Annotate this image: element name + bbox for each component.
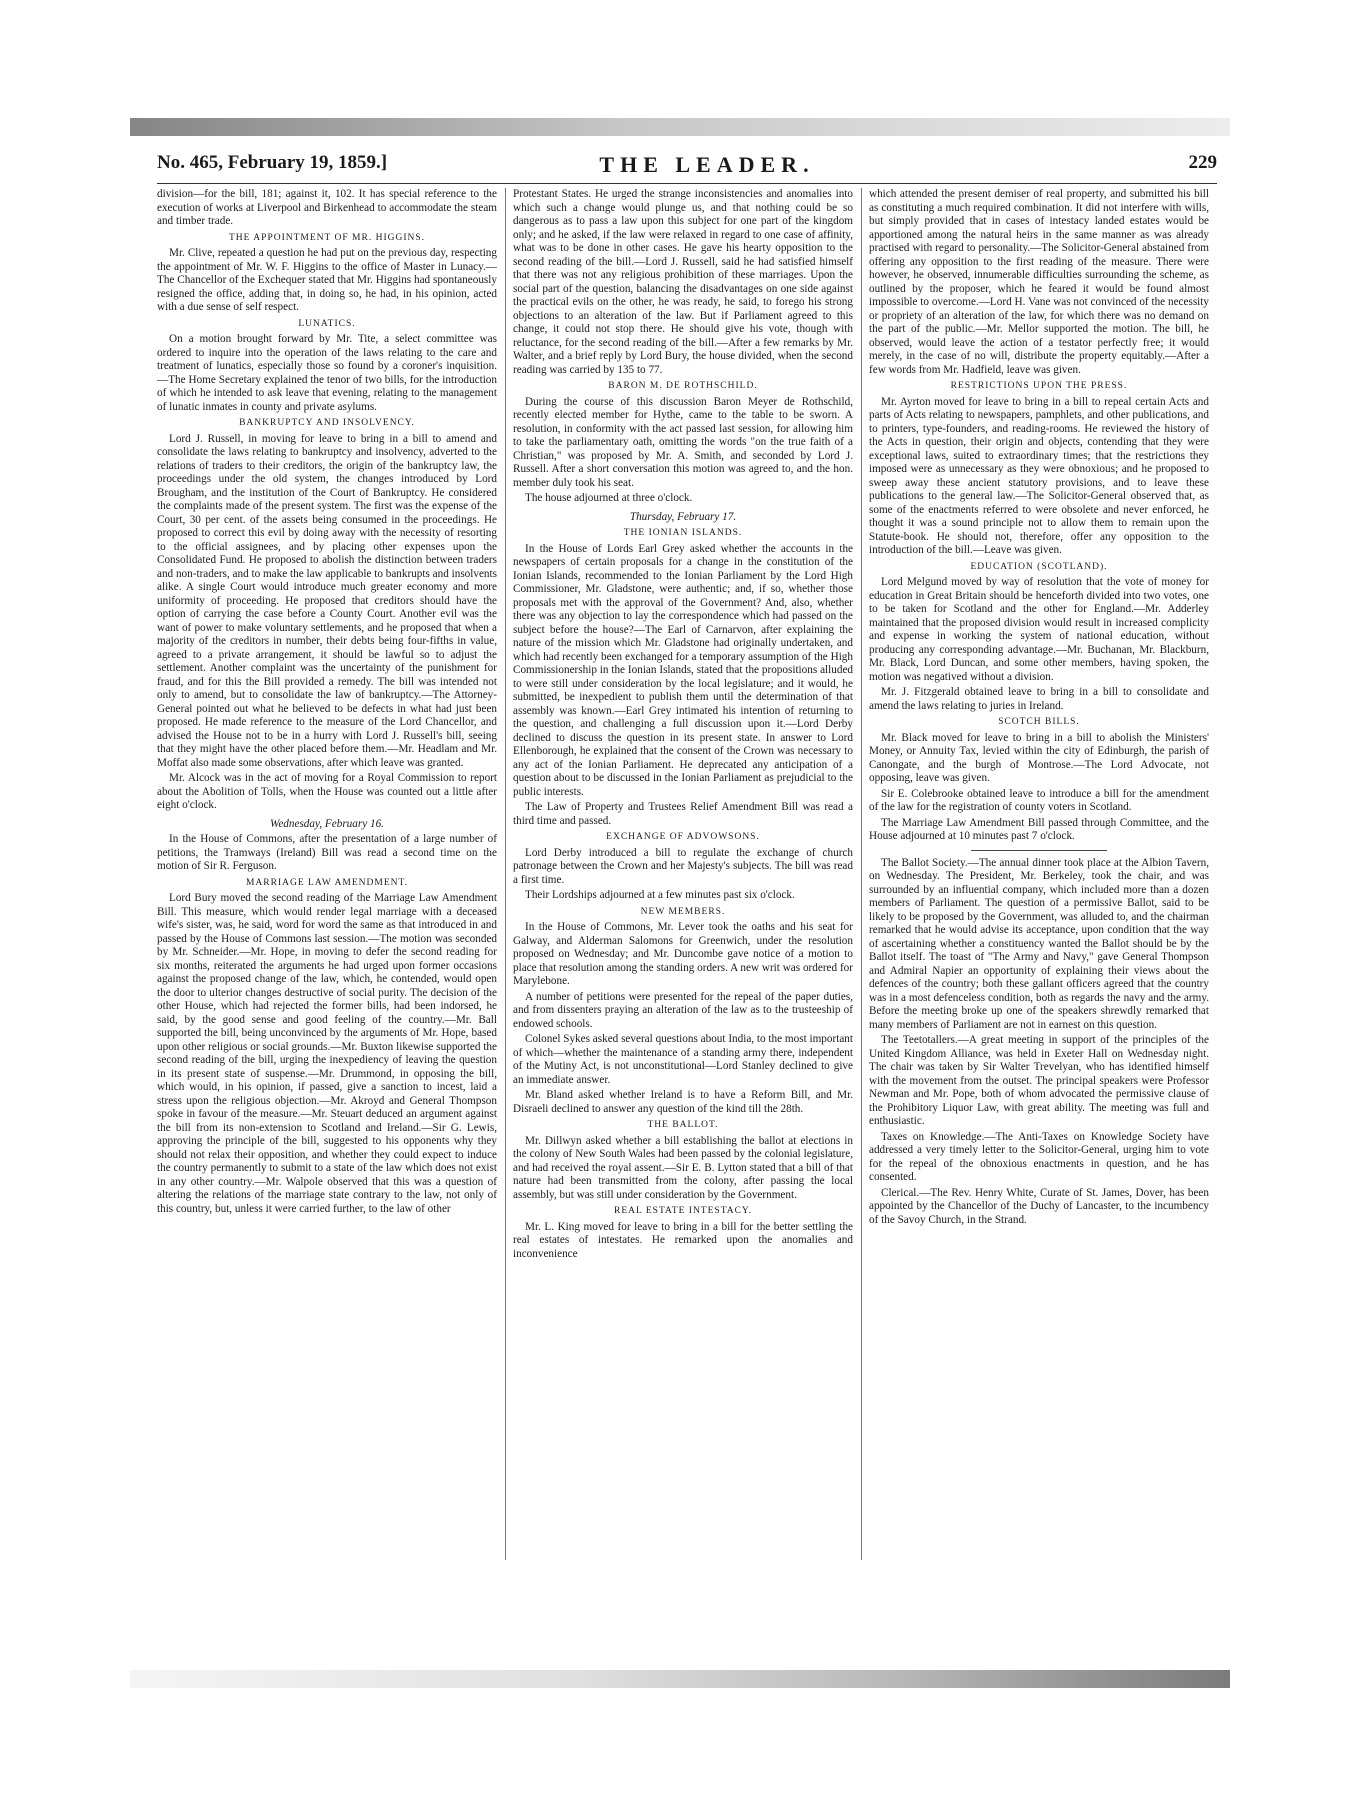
paragraph: Lord Derby introduced a bill to regulate the exchange of church patronage between the Crown and her Majesty's subjects. The bill was read a first time. — [513, 846, 853, 886]
paragraph: division—for the bill, 181; against it, 102. It has special reference to the execution of works at Liverpool and Birkenhead to accommodate the steam and timber trade. — [157, 188, 497, 227]
section-heading: THE IONIAN ISLANDS. — [623, 528, 743, 538]
paragraph: Mr. J. Fitzgerald obtained leave to bring in a bill to consolidate and amend the laws relating to juries in Ireland. — [869, 686, 1209, 712]
paragraph: Mr. L. King moved for leave to bring in a bill for the better settling the real estates of intestates. He remarked upon the anomalies and inconvenience — [513, 1220, 853, 1260]
paragraph: The Ballot Society.—The annual dinner took place at the Albion Tavern, on Wednesday. The President, Mr. Berkeley, took the chair, and was surrounded by an influential company, which included more than a dozen members of Parliament. The question of a permissive Ballot, said to be likely to be proposed by the Government, was alluded to, and the chairman remarked that he would advise its acceptance, upon condition that the way of ascertaining whether a constituency wanted the Ballot should be by the Ballot itself. The toast of "The Army and Navy," gave General Thompson and Admiral Napier an opportunity of explaining their views about the defences of the country; both these gallant officers agreed that the country was in a most defenceless condition, both as regards the navy and the army. Before the meeting broke up one of the speakers shrewdly remarked that many members of Parliament are not in earnest on this question. — [869, 856, 1209, 1031]
column-3 — [869, 188, 1209, 1229]
paragraph: Mr. Clive, repeated a question he had put on the previous day, respecting the appointment of Mr. W. F. Higgins to the office of Master in Lunacy.—The Chancellor of the Exchequer stated that Mr. Higgins had spontaneously resigned the office, adding that, in doing so, he had, in his opinion, acted with a due sense of self respect. — [157, 247, 497, 313]
paragraph: Mr. Alcock was in the act of moving for a Royal Commission to report about the Abolition of Tolls, when the House was counted out a little after eight o'clock. — [157, 772, 497, 811]
section-heading: SCOTCH BILLS. — [998, 717, 1080, 727]
paragraph: In the House of Commons, after the presentation of a large number of petitions, the Tramways (Ireland) Bill was read a second time on the motion of Sir R. Ferguson. — [157, 833, 497, 872]
paragraph: Clerical.—The Rev. Henry White, Curate of St. James, Dover, has been appointed by the Chancellor of the Duchy of Lancaster, to the incumbency of the Savoy Church, in the Strand. — [869, 1186, 1209, 1226]
section-heading: RESTRICTIONS UPON THE PRESS. — [950, 381, 1128, 391]
paragraph: which attended the present demiser of real property, and submitted his bill as constituting a much required combination. It did not interfere with wills, but simply provided that in cases of intestacy landed estates would be apportioned among the natural heirs in the same manner as was already practised with regard to personality.—The Solicitor-General abstained from offering any opposition to the first reading of the measure. There were however, he observed, innumerable difficulties surrounding the scheme, as outlined by the proposer, which he feared it would be found almost impossible to overcome.—Lord H. Vane was not convinced of the necessity or propriety of an alteration of the law, for which there was no demand on the part of the public.—Mr. Mellor supported the motion. The bill, he observed, would leave the action of a testator perfectly free; it would merely, in the case of no will, distribute the property equitably.—After a few words from Mr. Hadfield, leave was given. — [869, 188, 1209, 376]
paragraph: On a motion brought forward by Mr. Tite, a select committee was ordered to inquire into the operation of the laws relating to the care and treatment of lunatics, especially those so found by a coroner's inquisition.—The Home Secretary explained the tenor of two bills, for the introduction of which he intended to ask leave that evening, relating to the management of lunatic inmates in county and private asylums. — [157, 333, 497, 413]
section-heading: NEW MEMBERS. — [640, 906, 726, 917]
section-heading: THE APPOINTMENT OF MR. HIGGINS. — [228, 232, 426, 243]
paragraph: Their Lordships adjourned at a few minutes past six o'clock. — [525, 889, 795, 901]
paragraph: Taxes on Knowledge.—The Anti-Taxes on Knowledge Society have addressed a very timely letter to the Solicitor-General, urging him to vote for the repeal of the obnoxious enactments in question, and he has consented. — [869, 1130, 1209, 1183]
date-heading: Wednesday, February 16. — [270, 817, 384, 830]
paragraph: The Teetotallers.—A great meeting in support of the principles of the United Kingdom Alliance, was held in Exeter Hall on Wednesday night. The chair was taken by Sir Walter Trevelyan, who has identified himself with the movement from the outset. The principal speakers were Professor Newman and Mr. Pope, both of whom advocated the permissive clause of the Prohibitory Liquor Law, with great ability. The meeting was full and enthusiastic. — [869, 1034, 1209, 1127]
page-header — [157, 152, 1217, 182]
paragraph: Lord J. Russell, in moving for leave to bring in a bill to amend and consolidate the laws relating to bankruptcy and insolvency, adverted to the relations of traders to their creditors, the origin of the bankruptcy law, the proceedings under the old system, the changes introduced by Lord Brougham, and the institution of the Court of Bankruptcy. He considered the complaints made of the present system. The first was the expense of the Court, 30 per cent. of the assets being consumed in the proceedings. He proposed to correct this evil by doing away with the necessity of resorting to the official assignees, and by placing other expenses upon the Consolidated Fund. He proposed to abolish the distinction between traders and non-traders, and to make the law applicable to bankrupts and insolvents alike. A single Court would introduce much greater economy and more uniformity of proceeding. He proposed that creditors should have the option of carrying the case before a County Court. Another evil was the want of power to make voluntary settlements, and he proposed that when a majority of the creditors in number, their debts being four-fifths in value, agreed to a private arrangement, it should be lawful so to adjust the settlement. Another complaint was the uncertainty of the punishment for fraud, and for this the Bill provided a remedy. The bill was intended not only to amend, but to consolidate the law of bankruptcy.—The Attorney-General pointed out what he believed to be defects in what had just been proposed. He made reference to the measure of the Lord Chancellor, and advised the House not to be in a hurry with Lord J. Russell's bill, seeing that they might have the other placed before them.—Mr. Headlam and Mr. Moffat also made some observations, after which leave was granted. — [157, 432, 497, 769]
paragraph: In the House of Commons, Mr. Lever took the oaths and his seat for Galway, and Alderman Salomons for Greenwich, under the resolution proposed on Wednesday; and Mr. Duncombe gave notice of a motion to place that resolution among the standing orders. A new writ was ordered for Marylebone. — [513, 921, 853, 987]
paragraph: A number of petitions were presented for the repeal of the paper duties, and from dissenters praying an alteration of the law as to the trusteeship of endowed schools. — [513, 990, 853, 1030]
paragraph: Lord Melgund moved by way of resolution that the vote of money for education in Great Britain should be henceforth divided into two votes, one to be taken for Scotland and the other for England.—Mr. Adderley maintained that the proposed division would result in increased complicity and expense in working the system of national education, without producing any corresponding advantage.—Mr. Buchanan, Mr. Blackburn, Mr. Black, Lord Duncan, and some other members, having spoken, the motion was negatived without a division. — [869, 576, 1209, 683]
header-rule — [157, 183, 1217, 184]
section-heading: LUNATICS. — [298, 318, 356, 329]
paragraph: Sir E. Colebrooke obtained leave to introduce a bill for the amendment of the law for the registration of county voters in Scotland. — [869, 787, 1209, 813]
paragraph: Mr. Ayrton moved for leave to bring in a bill to repeal certain Acts and parts of Acts relating to newspapers, pamphlets, and other publications, and to printers, type-founders, and reading-rooms. He reviewed the history of the Acts in question, their origin and objects, contending that they were exceptional laws, suited to extraordinary times; that the restrictions they imposed were as unnecessary as they were obnoxious; and he proposed to sweep away these ancient statutory provisions, and to leave these publications to the general law.—The Solicitor-General observed that, as some of the enactments referred to were obsolete and never enforced, he thought it was a sound principle not to allow them to remain upon the Statute-book. He should not, therefore, offer any opposition to the introduction of the bill.—Leave was given. — [869, 395, 1209, 556]
date-heading: Thursday, February 17. — [629, 510, 737, 523]
column-1 — [157, 188, 497, 1218]
column-divider — [505, 188, 506, 1560]
section-heading: EXCHANGE OF ADVOWSONS. — [606, 832, 760, 842]
publication-title: THE LEADER. — [599, 152, 815, 177]
paragraph: During the course of this discussion Baron Meyer de Rothschild, recently elected member for Hythe, came to the table to be sworn. A resolution, in conformity with the act passed last session, for allowing him to take the parliamentary oath, omitting the words "on the true faith of a Christian," was proposed by Mr. A. Smith, and seconded by Lord J. Russell. After a short conversation this motion was agreed to, and the hon. member duly took his seat. — [513, 395, 853, 489]
page-number: 229 — [1188, 152, 1217, 173]
paragraph: Lord Bury moved the second reading of the Marriage Law Amendment Bill. This measure, which would render legal marriage with a deceased wife's sister, was, he said, word for word the same as that introduced in and passed by the House of Commons last session.—The motion was seconded by Mr. Schneider.—Mr. Hope, in moving to defer the second reading for six months, reiterated the arguments he had urged upon former occasions against the proposed change of the law, which, he contended, would open the door to ulterior changes destructive of social purity. The decision of the other House, which had rejected the former bills, had been indorsed, he said, by the good sense and good feeling of the country.—Mr. Ball supported the bill, being unconvinced by the arguments of Mr. Hope, based upon other religious or social grounds.—Mr. Buxton likewise supported the second reading of the bill, urging the inexpediency of leaving the question in its present state of suspense.—Mr. Drummond, in opposing the bill, which would, in his opinion, if passed, give a sanction to incest, laid a stress upon the religious objection.—Mr. Akroyd and General Thompson spoke in favour of the measure.—Mr. Steuart deduced an argument against the bill from its non-extension to Scotland and Ireland.—Sir G. Lewis, approving the principle of the bill, suggested to his opponents why they should not relax their opposition, and whether they could expect to induce the country permanently to submit to a state of the law which does not exist in any other country.—Mr. Walpole observed that this was a question of altering the relations of the marriage state contrary to the law, not only of this country, but, unless it were carried further, to the law of other — [157, 892, 497, 1215]
paragraph: Colonel Sykes asked several questions about India, to the most important of which—whether the maintenance of a standing army there, independent of the Mutiny Act, is not unconstitutional—Lord Stanley declined to give an immediate answer. — [513, 1033, 853, 1086]
scan-edge-bottom — [130, 1670, 1230, 1688]
section-heading: THE BALLOT. — [647, 1120, 719, 1130]
section-heading: MARRIAGE LAW AMENDMENT. — [245, 877, 408, 888]
section-heading: REAL ESTATE INTESTACY. — [614, 1206, 752, 1216]
paragraph: Mr. Dillwyn asked whether a bill establishing the ballot at elections in the colony of New South Wales had been passed by the colonial legislature, and had received the royal assent.—Sir E. B. Lytton stated that a bill of that nature had been transmitted from the colony, after passing the local assembly, but was still under consideration by the Government. — [513, 1134, 853, 1201]
column-divider — [861, 188, 862, 1560]
paragraph: The Law of Property and Trustees Relief Amendment Bill was read a third time and passed. — [513, 801, 853, 827]
section-rule — [971, 850, 1107, 851]
section-heading: BARON M. DE ROTHSCHILD. — [608, 381, 758, 391]
paragraph: Mr. Black moved for leave to bring in a bill to abolish the Ministers' Money, or Annuity Tax, levied within the city of Edinburgh, the parish of Canongate, and the burgh of Montrose.—The Lord Advocate, not opposing, leave was given. — [869, 731, 1209, 784]
issue-number: No. 465, February 19, 1859.] — [157, 152, 388, 173]
scan-edge-top — [130, 118, 1230, 136]
paragraph: Mr. Bland asked whether Ireland is to have a Reform Bill, and Mr. Disraeli declined to answer any question of the kind till the 28th. — [513, 1089, 853, 1115]
paragraph: The house adjourned at three o'clock. — [525, 492, 693, 504]
paragraph: The Marriage Law Amendment Bill passed through Committee, and the House adjourned at 10 minutes past 7 o'clock. — [869, 816, 1209, 842]
section-heading: BANKRUPTCY AND INSOLVENCY. — [239, 418, 415, 428]
paragraph: In the House of Lords Earl Grey asked whether the accounts in the newspapers of certain proposals for a change in the constitution of the Ionian Islands, recommended to the Ionian Parliament by the Lord High Commissioner, Mr. Gladstone, were authentic; and, if so, whether those proposals met with the approval of the Government? And, also, whether there was any objection to lay the correspondence which had passed on the subject before the house?—The Earl of Carnarvon, after explaining the nature of the mission which Mr. Gladstone had originally undertaken, and which had recently been exchanged for a temporary assumption of the High Commissionership in the Ionian Islands, stated that the propositions alluded to were still under consideration by the local legislature; and it would, he submitted, be inexpedient to publish them until the determination of that assembly was known.—Earl Grey intimated his intention of returning to the question, and challenging a full discussion upon it.—Lord Derby declined to discuss the question in its present state. In answer to Lord Ellenborough, he explained that the consent of the Crown was necessary to any act of the Ionian Parliament. He deprecated any anticipation of a question about to be discussed in the Ionian Parliament as prejudicial to the public interests. — [513, 542, 853, 798]
paragraph: Protestant States. He urged the strange inconsistencies and anomalies into which such a change would plunge us, and that nothing could be so dangerous as to pass a law upon this subject for one part of the kingdom only; and he asked, if the law were relaxed in regard to one case of affinity, what was to be done in other cases. He gave his hearty opposition to the second reading of the bill.—Lord J. Russell, said he had satisfied himself that there was not any religious prohibition of these marriages. Upon the social part of the question, balancing the disadvantages on one side against the practical evils on the other, he was ready, he said, to forego his strong objections to an alteration of the law. But if Parliament agreed to this change, it could not stop there. He should give his vote, though with reluctance, for the second reading of the bill.—After a few remarks by Mr. Walter, and a brief reply by Lord Bury, the house divided, when the second reading was carried by 135 to 77. — [513, 188, 853, 376]
section-heading: EDUCATION (SCOTLAND). — [970, 561, 1108, 572]
column-2 — [513, 188, 853, 1263]
